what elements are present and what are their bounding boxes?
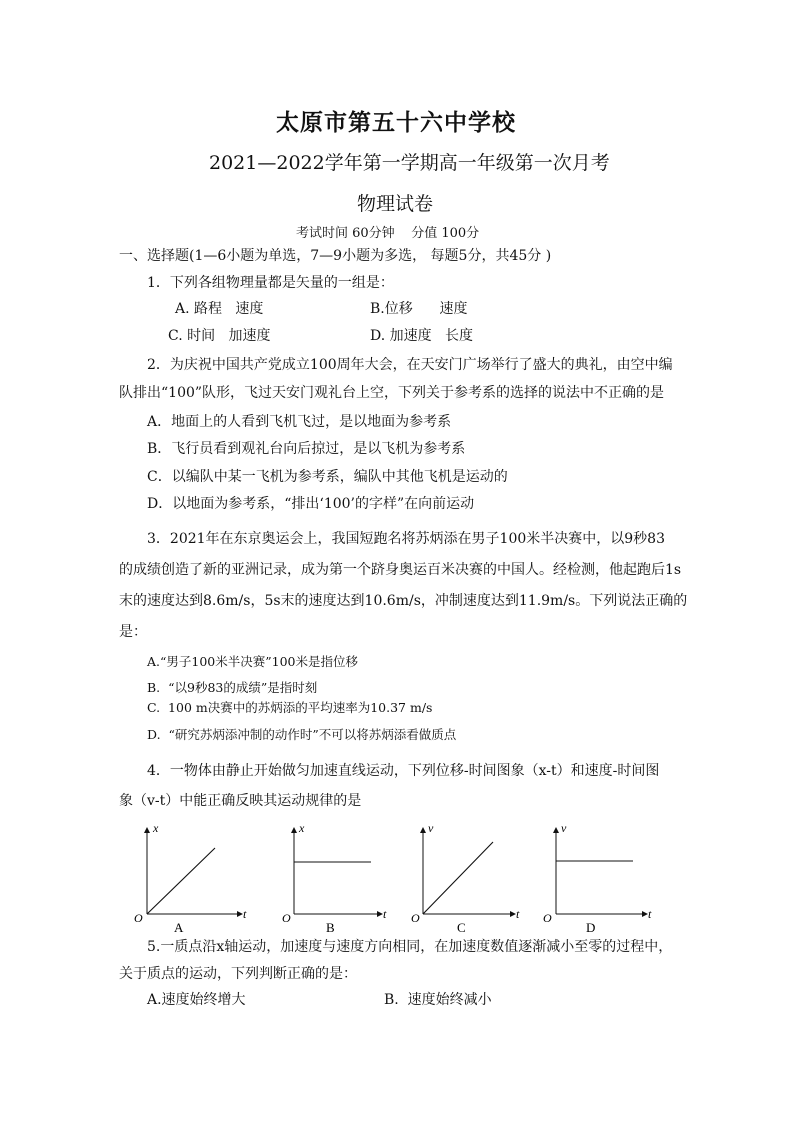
q4-graph-b [278,818,403,936]
q5-line-2: 关于质点的运动，下列判断正确的是： [119,966,357,982]
q5-option-b: B. 速度始终减小 [384,992,492,1008]
q3-option-d: D. “研究苏炳添冲制的动作时”不可以将苏炳添看做质点 [147,727,457,742]
q4-graph-a-xaxis: t [243,907,247,921]
q4-graph-b-origin: O [282,911,291,925]
q4-graph-a [130,818,255,936]
q4-line-2: 象（v-t）中能正确反映其运动规律的是 [119,793,362,809]
q4-graph-d [542,818,667,936]
q2-line-1: 2．为庆祝中国共产党成立100周年大会，在天安门广场举行了盛大的典礼，由空中编 [147,357,673,373]
q3-option-a: A.“男子100米半决赛”100米是指位移 [147,654,358,669]
q2-option-b: B．飞行员看到观礼台向后掠过，是以飞机为参考系 [147,441,466,457]
q1-stem: 1．下列各组物理量都是矢量的一组是： [147,275,394,291]
q3-line-1: 3．2021年在东京奥运会上，我国短跑名将苏炳添在男子100米半决赛中，以9秒83 [147,531,665,547]
q4-line-1: 4．一物体由静止开始做匀加速直线运动，下列位移-时间图象（x-t）和速度-时间图 [147,763,660,779]
q4-graph-d-origin: O [543,911,552,925]
q4-graph-b-yaxis: x [299,821,305,835]
q4-graph-a-origin: O [134,911,143,925]
exam-meta: 考试时间 60分钟 分值 100分 [296,226,480,241]
q4-graph-a-yaxis: x [153,821,159,835]
q3-option-c: C. 100 m决赛中的苏炳添的平均速率为10.37 m/s [147,700,433,715]
q4-graph-c-xaxis: t [516,907,520,921]
subject-title: 物理试卷 [357,193,434,215]
q3-line-3: 末的速度达到8.6m/s，5s末的速度达到10.6m/s，冲制速度达到11.9m/s。下列说法正确的 [119,593,688,609]
q4-graph-b-label: B [326,920,335,935]
q5-option-a: A.速度始终增大 [147,992,246,1008]
q3-line-2: 的成绩创造了新的亚洲记录，成为第一个跻身奥运百米决赛的中国人。经检测，他起跑后1s [119,562,682,578]
exam-title: 2021—2022学年第一学期高一年级第一次月考 [209,152,610,174]
q4-graph-b-xaxis: t [383,907,387,921]
q3-option-b: B. “以9秒83的成绩”是指时刻 [147,680,318,695]
q1-option-b: B.位移 速度 [370,301,468,317]
section-title: 一、选择题(1—6小题为单选，7—9小题为多选， 每题5分，共45分 ) [119,248,552,264]
q2-option-a: A．地面上的人看到飞机飞过，是以地面为参考系 [147,414,452,430]
q1-option-d: D. 加速度 长度 [370,328,473,344]
q4-graph-d-yaxis: v [561,821,567,835]
q2-option-d: D．以地面为参考系，“排出‘100’的字样”在向前运动 [147,496,475,512]
q4-graph-a-label: A [174,920,184,935]
q2-line-2: 队排出“100”队形，飞过天安门观礼台上空，下列关于参考系的选择的说法中不正确的是 [119,385,665,401]
q4-graph-c-yaxis: v [428,821,434,835]
q1-option-a: A. 路程 速度 [175,301,264,317]
q1-option-c: C. 时间 加速度 [168,328,271,344]
q2-option-c: C．以编队中某一飞机为参考系，编队中其他飞机是运动的 [147,469,508,485]
q4-graph-d-xaxis: t [648,907,652,921]
q3-line-4: 是： [119,624,147,640]
q4-graph-c-origin: O [411,911,420,925]
q4-graph-c-label: C [457,920,466,935]
q4-graph-d-label: D [586,920,596,935]
q4-graph-c [410,818,535,936]
q5-line-1: 5.一质点沿x轴运动，加速度与速度方向相同，在加速度数值逐渐减小至零的过程中， [147,939,673,955]
school-title: 太原市第五十六中学校 [276,109,516,136]
